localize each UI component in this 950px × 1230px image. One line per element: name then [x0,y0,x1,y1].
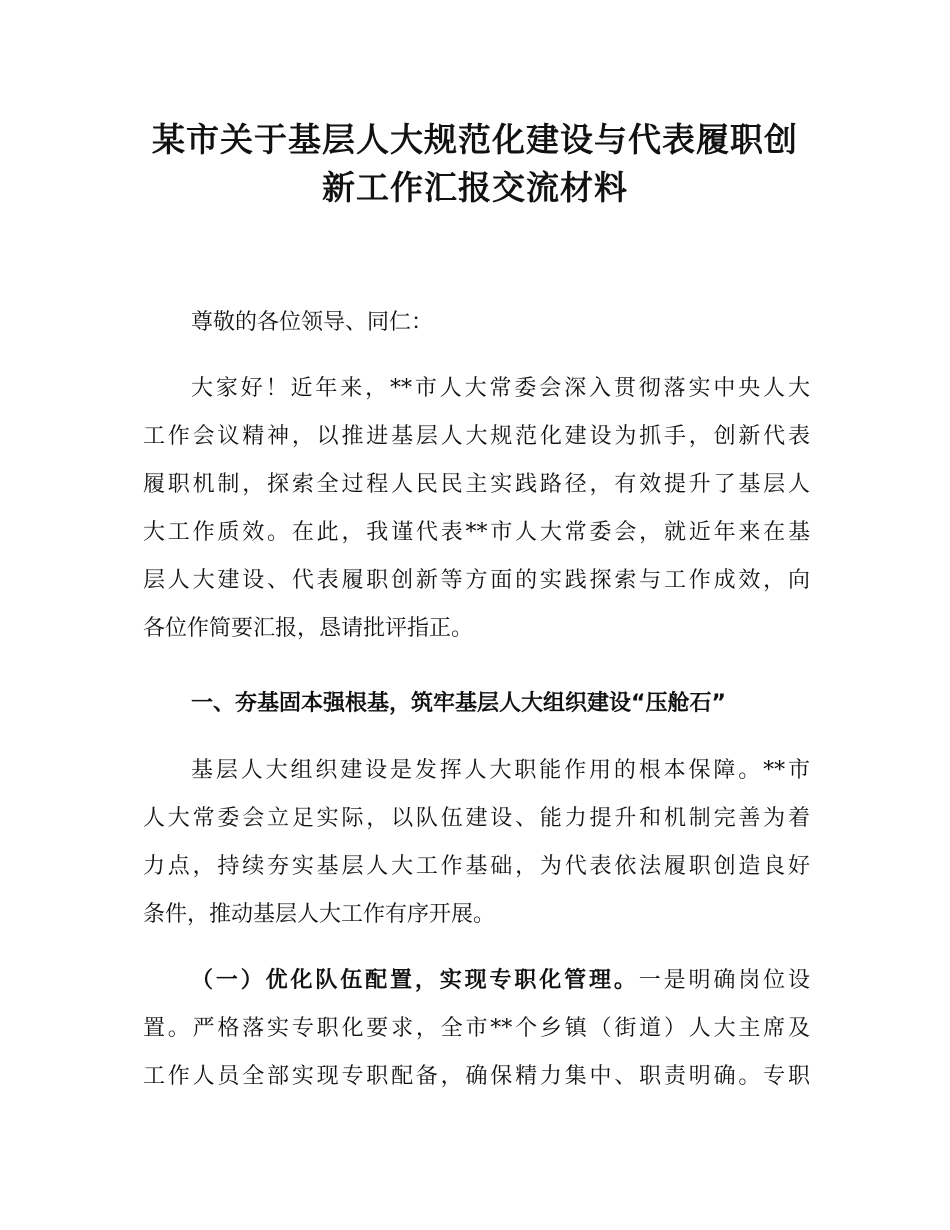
document-title-line-2: 新工作汇报交流材料 [322,168,628,207]
intro-line-3: 履职机制，探索全过程人民民主实践路径，有效提升了基层人 [143,472,810,497]
section-1-heading: 一、夯基固本强根基，筑牢基层人大组织建设“压舱石” [191,691,726,716]
section-1-line-3: 力点，持续夯实基层人大工作基础，为代表依法履职创造良好 [143,854,810,879]
salutation: 尊敬的各位领导、同仁： [191,310,434,335]
section-1-line-2: 人大常委会立足实际，以队伍建设、能力提升和机制完善为着 [143,806,810,831]
subsection-1-heading: （一）优化队伍配置，实现专职化管理。 [191,968,639,993]
subsection-1-line-2: 置。严格落实专职化要求，全市**个乡镇（街道）人大主席及 [143,1016,810,1041]
subsection-1-first-line [191,962,810,1000]
subsection-1-line-3: 工作人员全部实现专职配备，确保精力集中、职责明确。专职 [143,1064,810,1089]
subsection-1-first-text: 一是明确岗位设 [638,968,810,993]
intro-line-1: 大家好！近年来，**市人大常委会深入贯彻落实中央人大 [191,376,810,401]
intro-line-5: 层人大建设、代表履职创新等方面的实践探索与工作成效，向 [143,568,810,593]
section-1-line-1: 基层人大组织建设是发挥人大职能作用的根本保障。**市 [191,758,810,783]
section-1-line-4: 条件，推动基层人大工作有序开展。 [143,902,496,927]
intro-line-6: 各位作简要汇报，恳请批评指正。 [143,616,474,641]
intro-line-2: 工作会议精神，以推进基层人大规范化建设为抓手，创新代表 [143,424,810,449]
intro-line-4: 大工作质效。在此，我谨代表**市人大常委会，就近年来在基 [143,520,810,545]
document-title-line-1: 某市关于基层人大规范化建设与代表履职创 [152,120,798,159]
